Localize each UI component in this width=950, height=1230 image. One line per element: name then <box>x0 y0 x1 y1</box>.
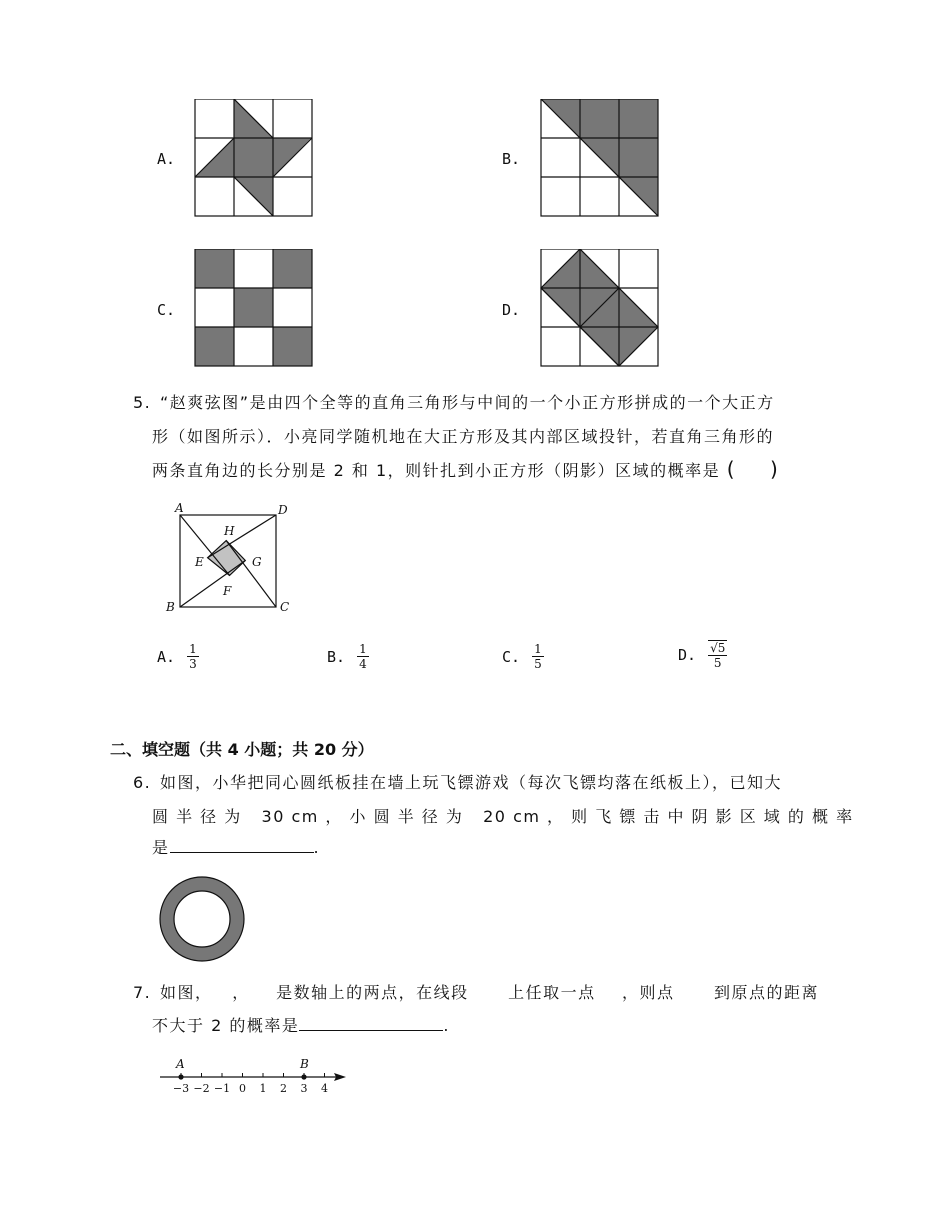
q5-option-d[interactable] <box>678 640 727 670</box>
label-d: D <box>278 503 288 517</box>
axis-tick-label: 2 <box>280 1082 287 1095</box>
q6-number: 6. <box>133 773 152 792</box>
shaded-cell <box>195 249 234 288</box>
number-line-figure <box>156 1054 352 1098</box>
label-h: H <box>224 524 235 538</box>
shaded-cell <box>234 288 273 327</box>
q7-number: 7. <box>133 983 152 1002</box>
axis-tick-label: 3 <box>300 1082 308 1095</box>
q5-option-d-label: D. <box>678 646 697 664</box>
q5-option-a-label: A. <box>157 647 176 666</box>
q5-option-c-label: C. <box>502 647 521 666</box>
q5-option-a-fraction: $\frac{1}{3}$ <box>189 642 197 671</box>
label-a: A <box>175 501 184 515</box>
q5-text-line2: 形（如图所示）．小亮同学随机地在大正方形及其内部区域投针，若直角三角形的 <box>152 427 775 446</box>
label-b: B <box>166 600 175 614</box>
axis-tick-label: −2 <box>193 1082 210 1095</box>
q4-option-a-label: A. <box>157 150 176 168</box>
q5-option-d-fraction: $\frac{√5}{5}$ <box>710 641 726 670</box>
label-g: G <box>252 555 262 569</box>
q7-text-line2-body: 不大于 2 的概率是 <box>152 1016 300 1035</box>
q5-option-c-fraction: $\frac{1}{5}$ <box>534 642 542 671</box>
shaded-cell <box>195 327 234 366</box>
axis-tick-label: 1 <box>259 1082 267 1095</box>
inner-circle <box>174 891 230 947</box>
q4-option-c-figure <box>194 249 314 367</box>
concentric-circles-figure <box>158 875 248 965</box>
q6-text-line2: 圆 半 径 为 30 cm ， 小 圆 半 径 为 20 cm ， 则 飞 镖 击 中 阴 影 区 域 的 概 率 <box>152 807 854 826</box>
q7-text-line2 <box>152 1009 450 1043</box>
q4-option-c-label: C. <box>157 301 176 319</box>
answer-paren-open: ( <box>726 457 737 481</box>
label-c: C <box>280 600 290 614</box>
answer-blank[interactable] <box>299 1012 443 1031</box>
point-b-label: B <box>300 1057 309 1071</box>
shaded-region <box>195 99 311 216</box>
axis-tick-label: −3 <box>172 1082 190 1095</box>
q6-text-line3-end: . <box>313 838 321 857</box>
axis-tick-label: 0 <box>239 1082 246 1095</box>
shaded-cell <box>273 327 312 366</box>
axis-tick-label: −1 <box>213 1082 231 1095</box>
q7-text-line1: 如图， ， 是数轴上的两点，在线段 上任取一点 ，则点 到原点的距离 <box>160 983 819 1002</box>
q5-option-b-label: B. <box>327 647 346 666</box>
q5-option-b-fraction: $\frac{1}{4}$ <box>359 642 367 671</box>
point-a-label: A <box>176 1057 185 1071</box>
q4-option-b-label: B. <box>502 150 521 168</box>
q6-text-line1: 如图，小华把同心圆纸板挂在墙上玩飞镖游戏（每次飞镖均落在纸板上），已知大 <box>160 773 783 792</box>
q5-text-line1: “赵爽弦图”是由四个全等的直角三角形与中间的一个小正方形拼成的一个大正方 <box>160 393 775 412</box>
axis-tick-label: 4 <box>321 1082 328 1095</box>
point-b <box>301 1074 306 1079</box>
q6-text-line3 <box>152 831 320 865</box>
q4-option-a-figure <box>194 99 314 217</box>
q5-number: 5. <box>133 393 152 412</box>
shaded-cell <box>273 249 312 288</box>
q5-text-line3 <box>152 452 779 488</box>
answer-paren-close: ) <box>770 457 780 481</box>
label-e: E <box>195 555 204 569</box>
q5-option-c[interactable] <box>502 642 544 671</box>
q4-option-b-figure <box>540 99 660 217</box>
zhao-shuang-figure <box>160 500 300 616</box>
label-f: F <box>223 584 232 598</box>
q4-option-d-label: D. <box>502 301 521 319</box>
section-heading: 二、填空题（共 4 小题；共 20 分） <box>110 740 374 759</box>
q4-option-d-figure <box>540 249 660 367</box>
q5-text-line3-body: 两条直角边的长分别是 2 和 1，则针扎到小正方形（阴影）区域的概率是 <box>152 461 721 480</box>
point-a <box>178 1074 183 1079</box>
q7-text-line2-end: . <box>443 1016 450 1035</box>
q5-option-b[interactable] <box>327 642 369 671</box>
q5-option-a[interactable] <box>157 642 199 671</box>
answer-blank[interactable] <box>170 834 314 853</box>
q6-text-line3-body: 是 <box>152 838 170 857</box>
